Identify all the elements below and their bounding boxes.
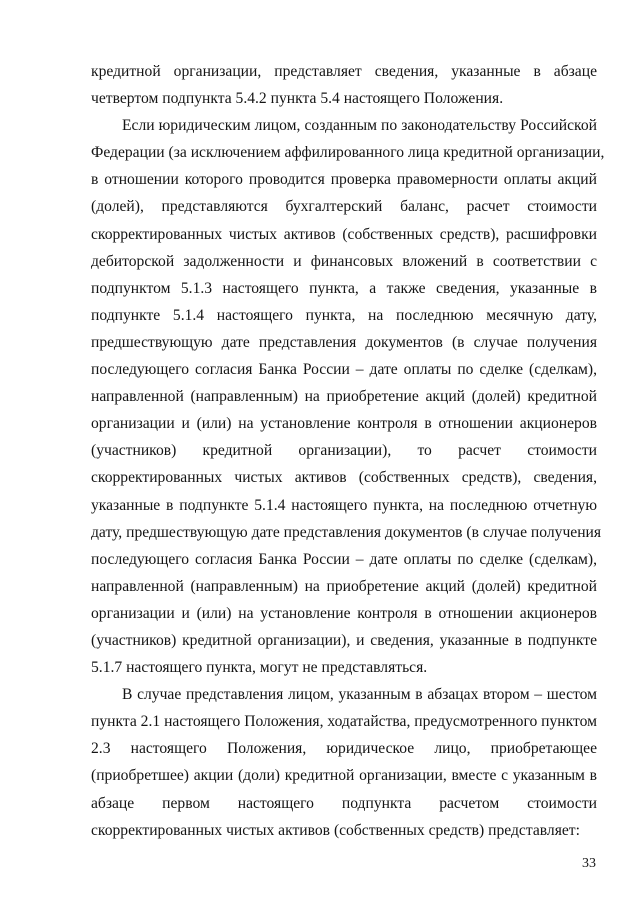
text-line: последующего согласия Банка России – дате оплаты по сделке (сделкам), [91,361,597,379]
text-line: кредитной организации, представляет сведения, указанные в абзаце [91,63,597,80]
text-line: 2.3 настоящего Положения, юридическое лицо, приобретающее [91,740,597,758]
text-line: (долей), представляются бухгалтерский баланс, расчет стоимости [91,198,597,216]
text-line: пункта 2.1 настоящего Положения, ходатайства, предусмотренного пунктом [91,713,597,731]
text-line: (приобретшее) акции (доли) кредитной организации, вместе с указанным в [91,767,597,785]
body-text [91,58,605,844]
text-line: указанные в подпункте 5.1.4 настоящего пункта, на последнюю отчетную [91,496,597,514]
text-line: скорректированных чистых активов (собственных средств), расшифровки [91,225,597,243]
text-line: четвертом подпункта 5.4.2 пункта 5.4 настоящего Положения. [91,90,504,108]
page-number: 33 [582,856,596,871]
text-line: дебиторской задолженности и финансовых вложений в соответствии с [91,252,597,270]
text-line: организации и (или) на установление контроля в отношении акционеров [91,415,597,433]
text-line: скорректированных чистых активов (собственных средств), сведения, [91,469,597,487]
text-line: (участников) кредитной организации), то расчет стоимости [91,442,597,460]
text-line: Федерации (за исключением аффилированного лица кредитной организации, [91,144,605,162]
text-line: подпункте 5.1.4 настоящего пункта, на последнюю месячную дату, [91,306,597,324]
text-line: скорректированных чистых активов (собственных средств) представляет: [91,821,580,839]
text-line: абзаце первом настоящего подпункта расчетом стоимости [91,794,597,812]
text-line: направленной (направленным) на приобретение акций (долей) кредитной [91,577,597,595]
text-line: предшествующую дате представления документов (в случае получения [91,333,597,351]
text-line: Если юридическим лицом, созданным по законодательству Российской [122,117,597,135]
text-line: 5.1.7 настоящего пункта, могут не представляться. [91,659,428,677]
text-line: последующего согласия Банка России – дате оплаты по сделке (сделкам), [91,550,597,568]
text-line: направленной (направленным) на приобретение акций (долей) кредитной [91,388,597,406]
text-line: В случае представления лицом, указанным в абзацах втором – шестом [122,686,597,704]
text-line: (участников) кредитной организации), и сведения, указанные в подпункте [91,631,597,649]
text-line: в отношении которого проводится проверка правомерности оплаты акций [91,171,597,189]
text-line: дату, предшествующую дате представления документов (в случае получения [91,523,602,541]
text-line: подпунктом 5.1.3 настоящего пункта, а также сведения, указанные в [91,279,597,297]
text-line: организации и (или) на установление контроля в отношении акционеров [91,604,597,622]
